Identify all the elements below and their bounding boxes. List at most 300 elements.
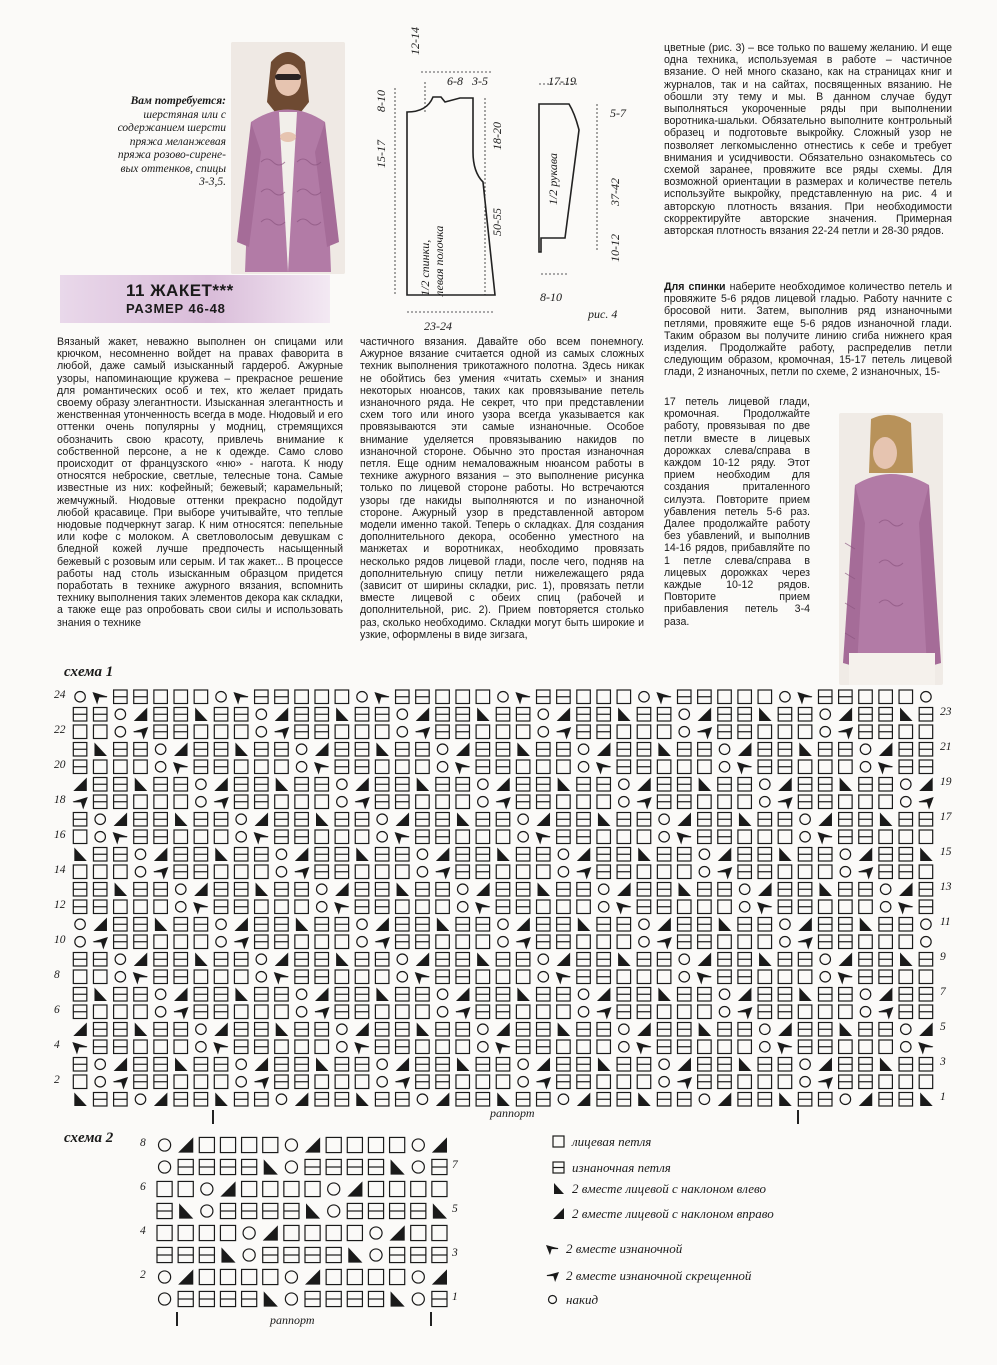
purl-stitch-icon [496, 708, 510, 722]
knit-stitch-icon [114, 865, 128, 879]
knit-stitch-icon [778, 865, 792, 879]
materials-needed [70, 95, 226, 190]
purl-stitch-icon [315, 970, 329, 984]
purl-stitch-icon [496, 1058, 510, 1072]
k2tog-left-icon [316, 1058, 328, 1072]
knit-stitch-icon [134, 760, 148, 774]
scheme1-repeat-mark-right [797, 1110, 799, 1124]
yarn-over-icon [739, 902, 750, 913]
purl-stitch-icon [174, 918, 188, 932]
purl-stitch-icon [73, 988, 86, 1002]
knit-stitch-icon [154, 900, 168, 914]
purl-stitch-icon [617, 743, 631, 757]
purl-stitch-icon [818, 778, 832, 792]
yarn-over-icon [820, 727, 831, 738]
purl-stitch-icon [516, 708, 530, 722]
yarn-over-icon [619, 1042, 630, 1053]
knit-stitch-icon [390, 1269, 405, 1284]
knit-stitch-icon [157, 1225, 172, 1240]
k2tog-left-icon [840, 778, 853, 792]
knit-stitch-icon [234, 725, 248, 739]
knit-stitch-icon [275, 1040, 289, 1054]
purl-stitch-icon [275, 1058, 289, 1072]
knit-stitch-icon [617, 1075, 631, 1089]
purl-stitch-icon [174, 708, 188, 722]
purl-stitch-icon [436, 708, 450, 722]
purl-stitch-icon [557, 988, 571, 1002]
purl-stitch-icon [214, 708, 228, 722]
yarn-over-icon [538, 954, 549, 965]
purl-stitch-icon [194, 813, 208, 827]
p2tog-tbl-icon [918, 797, 934, 810]
knit-stitch-icon [194, 1075, 208, 1089]
k2tog-left-icon [554, 1183, 564, 1194]
knit-stitch-icon [859, 690, 873, 704]
purl-stitch-icon [368, 1291, 383, 1306]
purl-stitch-icon [552, 1161, 566, 1175]
purl-stitch-icon [617, 1093, 631, 1107]
knit-stitch-icon [436, 690, 450, 704]
purl-stitch-icon [315, 953, 329, 967]
knit-stitch-icon [263, 1269, 278, 1284]
k2tog-right-icon [214, 1023, 228, 1037]
purl-stitch-icon [416, 935, 430, 949]
knit-stitch-icon [315, 830, 329, 844]
knit-stitch-icon [879, 1075, 893, 1089]
scheme1-row-number-left: 20 [54, 758, 66, 771]
purl-stitch-icon [879, 708, 893, 722]
k2tog-right-icon [637, 1023, 651, 1037]
purl-stitch-icon [416, 830, 430, 844]
knit-stitch-icon [657, 970, 671, 984]
purl-stitch-icon [496, 900, 510, 914]
knit-stitch-icon [537, 760, 551, 774]
yarn-over-icon [578, 762, 589, 773]
knit-stitch-icon [194, 690, 208, 704]
knit-stitch-icon [778, 1075, 792, 1089]
knit-stitch-icon [456, 1075, 470, 1089]
k2tog-right-icon [114, 813, 128, 827]
purl-stitch-icon [577, 830, 591, 844]
p2tog-icon [455, 762, 471, 775]
yarn-over-icon [518, 1077, 529, 1088]
purl-stitch-icon [577, 970, 591, 984]
purl-stitch-icon [758, 865, 772, 879]
yarn-over-icon [659, 814, 670, 825]
purl-stitch-icon [798, 1040, 812, 1054]
knit-stitch-icon [456, 795, 470, 809]
knit-stitch-icon [295, 1040, 309, 1054]
knit-stitch-icon [859, 935, 873, 949]
knit-stitch-icon [214, 1075, 228, 1089]
knit-stitch-icon [818, 900, 832, 914]
knit-stitch-icon [284, 1181, 299, 1196]
materials-line: пряжа розово-сирене- [117, 149, 226, 161]
yarn-over-icon [196, 779, 207, 790]
purl-stitch-icon [255, 1093, 268, 1107]
k2tog-right-icon [859, 848, 873, 862]
purl-stitch-icon [295, 830, 309, 844]
k2tog-right-icon [879, 988, 893, 1002]
k2tog-right-icon [234, 918, 248, 932]
knit-stitch-icon [698, 795, 712, 809]
knit-stitch-icon [73, 865, 86, 879]
purl-stitch-icon [73, 953, 86, 967]
purl-stitch-icon [194, 1093, 208, 1107]
knit-stitch-icon [174, 830, 188, 844]
purl-stitch-icon [220, 1203, 235, 1218]
purl-stitch-icon [326, 1247, 341, 1262]
purl-stitch-icon [375, 1040, 389, 1054]
purl-stitch-icon [557, 813, 571, 827]
knit-stitch-icon [347, 1137, 362, 1152]
purl-stitch-icon [778, 813, 792, 827]
purl-stitch-icon [637, 988, 651, 1002]
purl-stitch-icon [154, 1058, 168, 1072]
yarn-over-icon [498, 937, 509, 948]
knit-stitch-icon [839, 795, 853, 809]
purl-stitch-icon [798, 883, 812, 897]
legend-label: 2 вместе лицевой с наклоном вправо [572, 1206, 774, 1221]
knit-stitch-icon [234, 970, 248, 984]
purl-stitch-icon [718, 883, 732, 897]
scheme1-row-number-left: 24 [54, 688, 66, 701]
p2tog-icon [878, 762, 894, 775]
purl-stitch-icon [758, 988, 772, 1002]
scheme1-row-number-left: 10 [54, 933, 66, 946]
purl-stitch-icon [617, 865, 631, 879]
scheme2-repeat-mark-left [176, 1312, 178, 1326]
yarn-over-icon [598, 902, 609, 913]
purl-stitch-icon [476, 1005, 490, 1019]
knit-stitch-icon [134, 1005, 148, 1019]
knit-stitch-icon [758, 725, 772, 739]
p2tog-icon [233, 692, 249, 705]
knit-stitch-icon [335, 725, 349, 739]
purl-stitch-icon [657, 708, 671, 722]
yarn-over-icon [95, 832, 106, 843]
purl-stitch-icon [516, 1023, 530, 1037]
purl-stitch-icon [174, 1023, 188, 1037]
knit-stitch-icon [657, 725, 671, 739]
purl-stitch-icon [432, 1291, 447, 1306]
k2tog-left-icon [920, 1093, 933, 1107]
knit-stitch-icon [416, 900, 430, 914]
yarn-over-icon [159, 1139, 171, 1151]
knit-stitch-icon [738, 830, 752, 844]
knit-stitch-icon [375, 1005, 389, 1019]
k2tog-left-icon [215, 1093, 228, 1107]
purl-stitch-icon [234, 883, 248, 897]
legend-label: лицевая петля [572, 1134, 652, 1149]
purl-stitch-icon [295, 1058, 309, 1072]
yarn-over-icon [196, 1042, 207, 1053]
yarn-over-icon [243, 1227, 255, 1239]
purl-stitch-icon [154, 1075, 168, 1089]
k2tog-right-icon [134, 708, 148, 722]
p2tog-icon [133, 972, 149, 985]
purl-stitch-icon [839, 830, 853, 844]
yarn-over-icon [558, 867, 569, 878]
yarn-over-icon [201, 1183, 213, 1195]
knit-stitch-icon [738, 935, 752, 949]
purl-stitch-icon [637, 1058, 651, 1072]
k2tog-right-icon [617, 883, 631, 897]
scheme1-row-number-left: 16 [54, 828, 66, 841]
purl-stitch-icon [73, 883, 86, 897]
purl-stitch-icon [899, 760, 913, 774]
scheme1-row-number-right: 17 [940, 811, 952, 824]
knit-stitch-icon [496, 830, 510, 844]
purl-stitch-icon [537, 848, 551, 862]
k2tog-left-icon [779, 1093, 792, 1107]
knit-stitch-icon [577, 1040, 591, 1054]
yarn-over-icon [578, 989, 589, 1000]
yarn-over-icon [115, 954, 126, 965]
yarn-over-icon [679, 972, 690, 983]
knit-stitch-icon [315, 1075, 329, 1089]
purl-stitch-icon [396, 1093, 410, 1107]
purl-stitch-icon [436, 1058, 450, 1072]
purl-stitch-icon [859, 1075, 873, 1089]
knit-stitch-icon [347, 1269, 362, 1284]
k2tog-right-icon [919, 1023, 933, 1037]
knit-stitch-icon [355, 865, 369, 879]
purl-stitch-icon [516, 848, 530, 862]
purl-stitch-icon [214, 883, 228, 897]
k2tog-left-icon [74, 848, 86, 862]
yarn-over-icon [457, 902, 468, 913]
purl-stitch-icon [174, 778, 188, 792]
purl-stitch-icon [919, 743, 933, 757]
knit-stitch-icon [798, 760, 812, 774]
purl-stitch-icon [214, 953, 228, 967]
purl-stitch-icon [416, 883, 430, 897]
purl-stitch-icon [839, 988, 853, 1002]
yarn-over-icon [498, 919, 509, 930]
yarn-over-icon [619, 797, 630, 808]
knit-stitch-icon [516, 760, 530, 774]
purl-stitch-icon [220, 1159, 235, 1174]
purl-stitch-icon [597, 918, 611, 932]
k2tog-left-icon [618, 708, 631, 722]
purl-stitch-icon [275, 830, 289, 844]
k2tog-left-icon [336, 708, 349, 722]
yarn-over-icon [549, 1296, 557, 1304]
p2tog-tbl-icon [72, 797, 87, 810]
yarn-over-icon [437, 1007, 448, 1018]
purl-stitch-icon [557, 1058, 571, 1072]
knit-stitch-icon [275, 900, 289, 914]
purl-stitch-icon [678, 1023, 692, 1037]
knit-stitch-icon [214, 725, 228, 739]
purl-stitch-icon [255, 778, 268, 792]
p2tog-icon [274, 972, 290, 985]
knit-stitch-icon [657, 760, 671, 774]
p2tog-tbl-icon [92, 937, 108, 950]
yarn-over-icon [236, 832, 247, 843]
k2tog-left-icon [477, 953, 490, 967]
purl-stitch-icon [798, 708, 812, 722]
k2tog-right-icon [436, 848, 450, 862]
purl-stitch-icon [738, 1023, 752, 1037]
yarn-over-icon [538, 972, 549, 983]
purl-stitch-icon [214, 760, 228, 774]
purl-stitch-icon [355, 708, 369, 722]
legend-label: 2 вместе изнаночной скрещенной [566, 1268, 752, 1283]
scheme2-repeat-mark-right [430, 1312, 432, 1326]
purl-stitch-icon [114, 1040, 128, 1054]
knit-stitch-icon [577, 900, 591, 914]
knit-stitch-icon [326, 1269, 341, 1284]
purl-stitch-icon [597, 725, 611, 739]
purl-stitch-icon [778, 708, 792, 722]
purl-stitch-icon [368, 1159, 383, 1174]
purl-stitch-icon [242, 1291, 257, 1306]
scheme1-row-number-left: 8 [54, 968, 60, 981]
purl-stitch-icon [255, 1023, 268, 1037]
p2tog-icon [898, 902, 914, 915]
purl-stitch-icon [657, 795, 671, 809]
k2tog-right-icon [436, 1093, 450, 1107]
yarn-over-icon [357, 919, 368, 930]
knit-stitch-icon [597, 1040, 611, 1054]
k2tog-left-icon [376, 743, 389, 757]
k2tog-right-icon [456, 988, 470, 1002]
purl-stitch-icon [738, 708, 752, 722]
purl-stitch-icon [637, 813, 651, 827]
knit-stitch-icon [436, 1040, 450, 1054]
purl-stitch-icon [698, 1075, 712, 1089]
purl-stitch-icon [537, 778, 551, 792]
purl-stitch-icon [355, 1005, 369, 1019]
purl-stitch-icon [335, 743, 349, 757]
yarn-over-icon [880, 902, 891, 913]
knit-stitch-icon [375, 865, 389, 879]
k2tog-left-icon [538, 883, 551, 897]
purl-stitch-icon [456, 725, 470, 739]
purl-stitch-icon [516, 900, 530, 914]
yarn-over-icon [760, 797, 771, 808]
p2tog-tbl-icon [153, 867, 169, 880]
dim-sleeve-cap: 5-7 [610, 106, 626, 120]
yarn-over-icon [377, 1059, 388, 1070]
p2tog-tbl-icon [233, 937, 249, 950]
dim-cuff-h: 10-12 [608, 234, 622, 262]
knit-stitch-icon [798, 865, 812, 879]
knit-stitch-icon [617, 725, 631, 739]
knit-stitch-icon [174, 1075, 188, 1089]
knit-stitch-icon [718, 900, 732, 914]
knit-stitch-icon [537, 900, 551, 914]
yarn-over-icon [285, 1271, 297, 1283]
k2tog-left-icon [638, 848, 651, 862]
knit-stitch-icon [577, 935, 591, 949]
purl-stitch-icon [899, 865, 913, 879]
knit-stitch-icon [859, 900, 873, 914]
k2tog-left-icon [264, 1291, 278, 1306]
k2tog-left-icon [296, 918, 309, 932]
legend-label: 2 вместе лицевой с наклоном влево [572, 1181, 766, 1196]
knit-stitch-icon [93, 865, 107, 879]
knit-stitch-icon [879, 1040, 893, 1054]
yarn-over-icon [880, 884, 891, 895]
purl-stitch-icon [456, 708, 470, 722]
k2tog-right-icon [919, 778, 933, 792]
knit-stitch-icon [839, 900, 853, 914]
purl-stitch-icon [839, 918, 853, 932]
purl-stitch-icon [214, 988, 228, 1002]
purl-stitch-icon [375, 848, 389, 862]
yarn-over-icon [820, 709, 831, 720]
k2tog-right-icon [416, 953, 430, 967]
p2tog-tbl-icon [636, 797, 652, 810]
k2tog-right-icon [577, 848, 591, 862]
purl-stitch-icon [657, 848, 671, 862]
purl-stitch-icon [617, 1058, 631, 1072]
knit-stitch-icon [396, 865, 410, 879]
purl-stitch-icon [194, 1058, 208, 1072]
purl-stitch-icon [416, 813, 430, 827]
purl-stitch-icon [355, 953, 369, 967]
k2tog-left-icon [920, 848, 933, 862]
yarn-over-icon [296, 989, 307, 1000]
purl-stitch-icon [275, 690, 289, 704]
k2tog-right-icon [315, 743, 328, 757]
purl-stitch-icon [818, 1040, 832, 1054]
yarn-over-icon [800, 814, 811, 825]
yarn-over-icon [739, 884, 750, 895]
purl-stitch-icon [390, 1247, 405, 1262]
k2tog-right-icon [255, 1058, 268, 1072]
knit-stitch-icon [194, 725, 208, 739]
scheme1-row-number-left: 14 [54, 863, 66, 876]
p2tog-icon [495, 1042, 511, 1055]
yarn-over-icon [578, 1007, 589, 1018]
yarn-over-icon [679, 709, 690, 720]
intro-text-col1: Вязаный жакет, неважно выполнен он спицами или крючком, несомненно войдет на правах фаворита в любой, даже самый изысканный гардероб. Ажурные узоры, напоминающие кружева – прекрасное решение для романтических особ и тех, кто желает придать своему образу элегантности. Изысканная элегантность и женственная утонченность всегда в моде. Нюдовый и его оттенки очень популярны у модниц, стремящихся обозначить свою красоту, привлечь внимание к собственной персоне, а не к одежде. Само слово происходит от французского «ню» - нагота. К нюду относятся неброские, светлые, телесные тона. Самые известные из них: кофейный; бежевый; карамельный; жемчужный. Нюдовые оттенки прекрасно подойдут любой красавице. При выборе учитывайте, что теплые нюдовые подчеркнут загар. К ним относятся: пепельные или кофе с молоком. А светловолосым девушкам с бледной кожей лучше предпочесть насыщенный бежевый с розовым или серым. И так жакет... В процессе работы над столь изысканным образцом придется поработать в технике ажурного вязания, вспомнить технику выполнения таких элементов декора как складки, а также еще раз опробовать свои силы и использовать знания о технике [57, 336, 343, 629]
purl-stitch-icon [798, 953, 812, 967]
k2tog-right-icon [154, 848, 168, 862]
k2tog-right-icon [496, 1023, 510, 1037]
purl-stitch-icon [657, 778, 671, 792]
purl-stitch-icon [284, 1203, 299, 1218]
purl-stitch-icon [416, 918, 430, 932]
knit-stitch-icon [597, 690, 611, 704]
purl-stitch-icon [597, 865, 611, 879]
p2tog-icon [596, 762, 612, 775]
purl-stitch-icon [919, 1005, 933, 1019]
yarn-over-icon [921, 692, 932, 703]
p2tog-icon [354, 1042, 370, 1055]
purl-stitch-icon [899, 988, 913, 1002]
knit-stitch-icon [411, 1181, 426, 1196]
dim-cuff-w: 8-10 [540, 290, 562, 304]
purl-stitch-icon [255, 988, 268, 1002]
knit-stitch-icon [355, 830, 369, 844]
yarn-over-icon [639, 919, 650, 930]
purl-stitch-icon [436, 970, 450, 984]
knit-stitch-icon [315, 1040, 329, 1054]
knit-stitch-icon [718, 1040, 732, 1054]
purl-stitch-icon [355, 813, 369, 827]
knit-stitch-icon [154, 795, 168, 809]
purl-stitch-icon [919, 1058, 933, 1072]
scheme1-row-number-right: 7 [940, 986, 946, 999]
scheme2-row-number-right: 3 [452, 1247, 458, 1259]
purl-stitch-icon [73, 743, 86, 757]
purl-stitch-icon [154, 725, 168, 739]
